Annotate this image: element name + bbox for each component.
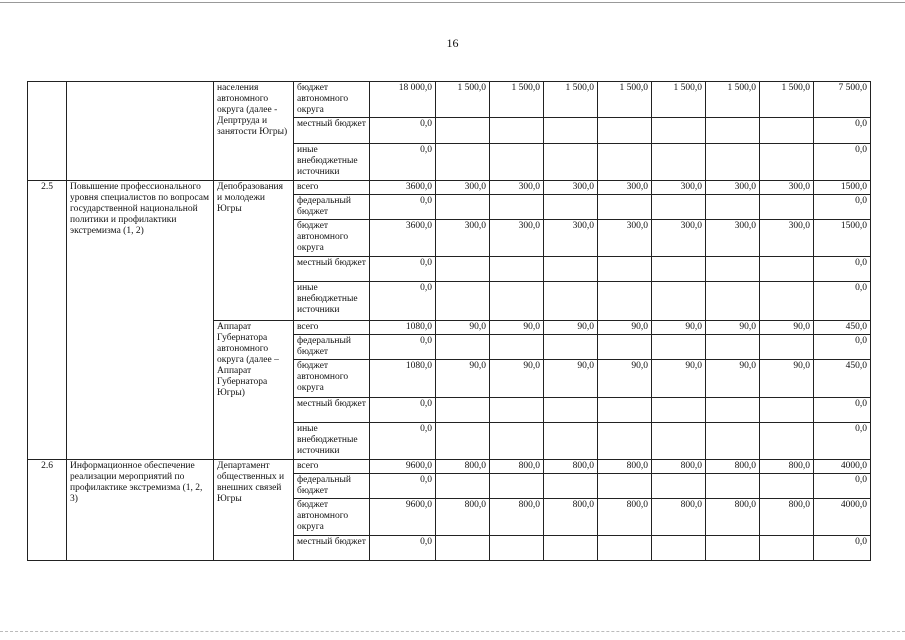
year-amount-cell: 800,0 [652, 499, 706, 536]
table-row [28, 460, 871, 474]
year-amount-cell [652, 423, 706, 460]
budget-table [27, 81, 871, 561]
year-amount-cell [706, 423, 760, 460]
year-amount-cell: 1 500,0 [544, 82, 598, 118]
year-amount-cell [598, 398, 652, 423]
year-amount-cell: 300,0 [544, 220, 598, 257]
year-amount-cell [436, 257, 490, 282]
year-amount-cell: 800,0 [490, 499, 544, 536]
year-amount-cell: 1 500,0 [436, 82, 490, 118]
budget-table-body [28, 82, 871, 561]
year-amount-cell: 90,0 [598, 360, 652, 398]
total-amount-cell: 3600,0 [370, 220, 436, 257]
year-amount-cell: 90,0 [652, 321, 706, 335]
activity-name-cell: Повышение профессионального уровня специалистов по вопросам государственной национальной политики и профилактики экстремизма (1, 2) [67, 181, 214, 460]
total-amount-cell: 3600,0 [370, 181, 436, 195]
year-amount-cell [652, 335, 706, 360]
table-row [28, 181, 871, 195]
total-amount-cell: 0,0 [370, 195, 436, 220]
year-amount-cell [436, 118, 490, 144]
year-amount-cell: 800,0 [598, 499, 652, 536]
year-amount-cell: 90,0 [436, 321, 490, 335]
funding-source-cell: всего [294, 321, 370, 335]
total-amount-cell: 1080,0 [370, 321, 436, 335]
funding-source-cell: бюджет автономного округа [294, 82, 370, 118]
activity-name-cell: Информационное обеспечение реализации мероприятий по профилактике экстремизма (1, 2, 3) [67, 460, 214, 561]
funding-source-cell: иные внебюджетные источники [294, 144, 370, 181]
year-amount-cell: 1 500,0 [598, 82, 652, 118]
year-amount-cell [436, 282, 490, 321]
funding-source-cell: иные внебюджетные источники [294, 282, 370, 321]
year-amount-cell: 300,0 [598, 181, 652, 195]
year-amount-cell [760, 398, 814, 423]
year-amount-cell: 90,0 [490, 360, 544, 398]
year-amount-cell [598, 423, 652, 460]
year-amount-cell [490, 335, 544, 360]
year-amount-cell [544, 398, 598, 423]
year-amount-cell [760, 144, 814, 181]
year-amount-cell [598, 536, 652, 561]
year-amount-cell: 90,0 [760, 321, 814, 335]
year-amount-cell [598, 144, 652, 181]
scan-bottom-edge [0, 631, 905, 632]
year-amount-cell: 300,0 [706, 181, 760, 195]
year-amount-cell: 300,0 [760, 181, 814, 195]
year-amount-cell [652, 144, 706, 181]
year-amount-cell [760, 118, 814, 144]
year-amount-cell: 90,0 [706, 360, 760, 398]
year-amount-cell [652, 474, 706, 499]
scan-top-edge [0, 2, 905, 3]
year-amount-cell: 90,0 [706, 321, 760, 335]
year-amount-cell [436, 423, 490, 460]
year-amount-cell: 300,0 [544, 181, 598, 195]
funding-source-cell: местный бюджет [294, 398, 370, 423]
year-amount-cell: 300,0 [436, 220, 490, 257]
year-amount-cell [706, 282, 760, 321]
year-amount-cell [544, 536, 598, 561]
year-amount-cell [598, 474, 652, 499]
year-amount-cell [760, 257, 814, 282]
year-amount-cell [760, 536, 814, 561]
total-amount-cell: 0,0 [370, 398, 436, 423]
page-number: 16 [446, 36, 459, 50]
year-amount-cell: 800,0 [706, 460, 760, 474]
total-amount-cell: 0,0 [370, 423, 436, 460]
total-amount-cell: 9600,0 [370, 460, 436, 474]
year-amount-cell [490, 195, 544, 220]
year-amount-cell [490, 118, 544, 144]
year-amount-cell [436, 335, 490, 360]
year-amount-cell [706, 118, 760, 144]
year-amount-cell [436, 536, 490, 561]
period-amount-cell: 0,0 [814, 282, 871, 321]
year-amount-cell: 800,0 [436, 499, 490, 536]
year-amount-cell [706, 474, 760, 499]
year-amount-cell: 800,0 [706, 499, 760, 536]
period-amount-cell: 1500,0 [814, 220, 871, 257]
year-amount-cell: 90,0 [760, 360, 814, 398]
period-amount-cell: 7 500,0 [814, 82, 871, 118]
year-amount-cell: 1 500,0 [706, 82, 760, 118]
year-amount-cell: 300,0 [436, 181, 490, 195]
year-amount-cell [760, 282, 814, 321]
year-amount-cell: 300,0 [598, 220, 652, 257]
year-amount-cell: 800,0 [760, 499, 814, 536]
responsible-executor-cell: Департамент общественных и внешних связей Югры [214, 460, 294, 561]
year-amount-cell: 90,0 [598, 321, 652, 335]
activity-name-cell [67, 82, 214, 181]
period-amount-cell: 4000,0 [814, 460, 871, 474]
year-amount-cell [652, 536, 706, 561]
year-amount-cell: 800,0 [598, 460, 652, 474]
funding-source-cell: всего [294, 460, 370, 474]
year-amount-cell: 800,0 [652, 460, 706, 474]
responsible-executor-cell: Аппарат Губернатора автономного округа (далее – Аппарат Губернатора Югры) [214, 321, 294, 460]
year-amount-cell [652, 118, 706, 144]
funding-source-cell: всего [294, 181, 370, 195]
year-amount-cell: 300,0 [490, 181, 544, 195]
year-amount-cell [652, 257, 706, 282]
year-amount-cell [436, 398, 490, 423]
year-amount-cell [490, 474, 544, 499]
total-amount-cell: 0,0 [370, 144, 436, 181]
year-amount-cell [760, 423, 814, 460]
year-amount-cell: 300,0 [652, 220, 706, 257]
period-amount-cell: 450,0 [814, 321, 871, 335]
responsible-executor-cell: Депобразования и молодежи Югры [214, 181, 294, 321]
year-amount-cell: 300,0 [490, 220, 544, 257]
year-amount-cell [544, 257, 598, 282]
funding-source-cell: иные внебюджетные источники [294, 423, 370, 460]
year-amount-cell [436, 144, 490, 181]
year-amount-cell: 800,0 [544, 460, 598, 474]
year-amount-cell [598, 257, 652, 282]
period-amount-cell: 450,0 [814, 360, 871, 398]
total-amount-cell: 0,0 [370, 282, 436, 321]
year-amount-cell [652, 282, 706, 321]
total-amount-cell: 1080,0 [370, 360, 436, 398]
year-amount-cell [490, 257, 544, 282]
year-amount-cell [544, 335, 598, 360]
period-amount-cell: 1500,0 [814, 181, 871, 195]
funding-source-cell: местный бюджет [294, 257, 370, 282]
period-amount-cell: 0,0 [814, 398, 871, 423]
year-amount-cell: 90,0 [544, 360, 598, 398]
year-amount-cell: 300,0 [652, 181, 706, 195]
year-amount-cell [598, 195, 652, 220]
total-amount-cell: 18 000,0 [370, 82, 436, 118]
year-amount-cell [490, 282, 544, 321]
year-amount-cell: 90,0 [652, 360, 706, 398]
year-amount-cell: 800,0 [490, 460, 544, 474]
year-amount-cell: 1 500,0 [760, 82, 814, 118]
year-amount-cell [706, 335, 760, 360]
year-amount-cell [490, 423, 544, 460]
funding-source-cell: федеральный бюджет [294, 195, 370, 220]
year-amount-cell [490, 144, 544, 181]
funding-source-cell: бюджет автономного округа [294, 360, 370, 398]
year-amount-cell: 90,0 [436, 360, 490, 398]
item-number-cell: 2.5 [28, 181, 67, 460]
total-amount-cell: 9600,0 [370, 499, 436, 536]
period-amount-cell: 0,0 [814, 195, 871, 220]
funding-source-cell: федеральный бюджет [294, 335, 370, 360]
period-amount-cell: 0,0 [814, 474, 871, 499]
year-amount-cell [706, 195, 760, 220]
year-amount-cell: 800,0 [436, 460, 490, 474]
funding-source-cell: местный бюджет [294, 536, 370, 561]
year-amount-cell [544, 195, 598, 220]
year-amount-cell: 300,0 [706, 220, 760, 257]
total-amount-cell: 0,0 [370, 536, 436, 561]
period-amount-cell: 0,0 [814, 144, 871, 181]
year-amount-cell [544, 474, 598, 499]
year-amount-cell: 1 500,0 [652, 82, 706, 118]
period-amount-cell: 0,0 [814, 257, 871, 282]
year-amount-cell [436, 195, 490, 220]
total-amount-cell: 0,0 [370, 474, 436, 499]
funding-source-cell: федеральный бюджет [294, 474, 370, 499]
year-amount-cell: 90,0 [490, 321, 544, 335]
year-amount-cell [544, 144, 598, 181]
year-amount-cell [760, 335, 814, 360]
year-amount-cell [760, 195, 814, 220]
item-number-cell: 2.6 [28, 460, 67, 561]
total-amount-cell: 0,0 [370, 335, 436, 360]
funding-source-cell: бюджет автономного округа [294, 220, 370, 257]
year-amount-cell: 90,0 [544, 321, 598, 335]
year-amount-cell: 300,0 [760, 220, 814, 257]
funding-source-cell: бюджет автономного округа [294, 499, 370, 536]
year-amount-cell: 1 500,0 [490, 82, 544, 118]
total-amount-cell: 0,0 [370, 118, 436, 144]
total-amount-cell: 0,0 [370, 257, 436, 282]
table-row [28, 82, 871, 118]
year-amount-cell [598, 335, 652, 360]
year-amount-cell [436, 474, 490, 499]
year-amount-cell [544, 282, 598, 321]
year-amount-cell [490, 536, 544, 561]
year-amount-cell: 800,0 [760, 460, 814, 474]
year-amount-cell [598, 118, 652, 144]
period-amount-cell: 0,0 [814, 118, 871, 144]
year-amount-cell [706, 257, 760, 282]
year-amount-cell [598, 282, 652, 321]
year-amount-cell [760, 474, 814, 499]
year-amount-cell [706, 536, 760, 561]
year-amount-cell [652, 195, 706, 220]
year-amount-cell [490, 398, 544, 423]
period-amount-cell: 0,0 [814, 423, 871, 460]
year-amount-cell [544, 423, 598, 460]
period-amount-cell: 0,0 [814, 536, 871, 561]
year-amount-cell [652, 398, 706, 423]
year-amount-cell: 800,0 [544, 499, 598, 536]
item-number-cell [28, 82, 67, 181]
year-amount-cell [706, 144, 760, 181]
period-amount-cell: 0,0 [814, 335, 871, 360]
year-amount-cell [544, 118, 598, 144]
funding-source-cell: местный бюджет [294, 118, 370, 144]
responsible-executor-cell: населения автономного округа (далее - Депртруда и занятости Югры) [214, 82, 294, 181]
period-amount-cell: 4000,0 [814, 499, 871, 536]
year-amount-cell [706, 398, 760, 423]
